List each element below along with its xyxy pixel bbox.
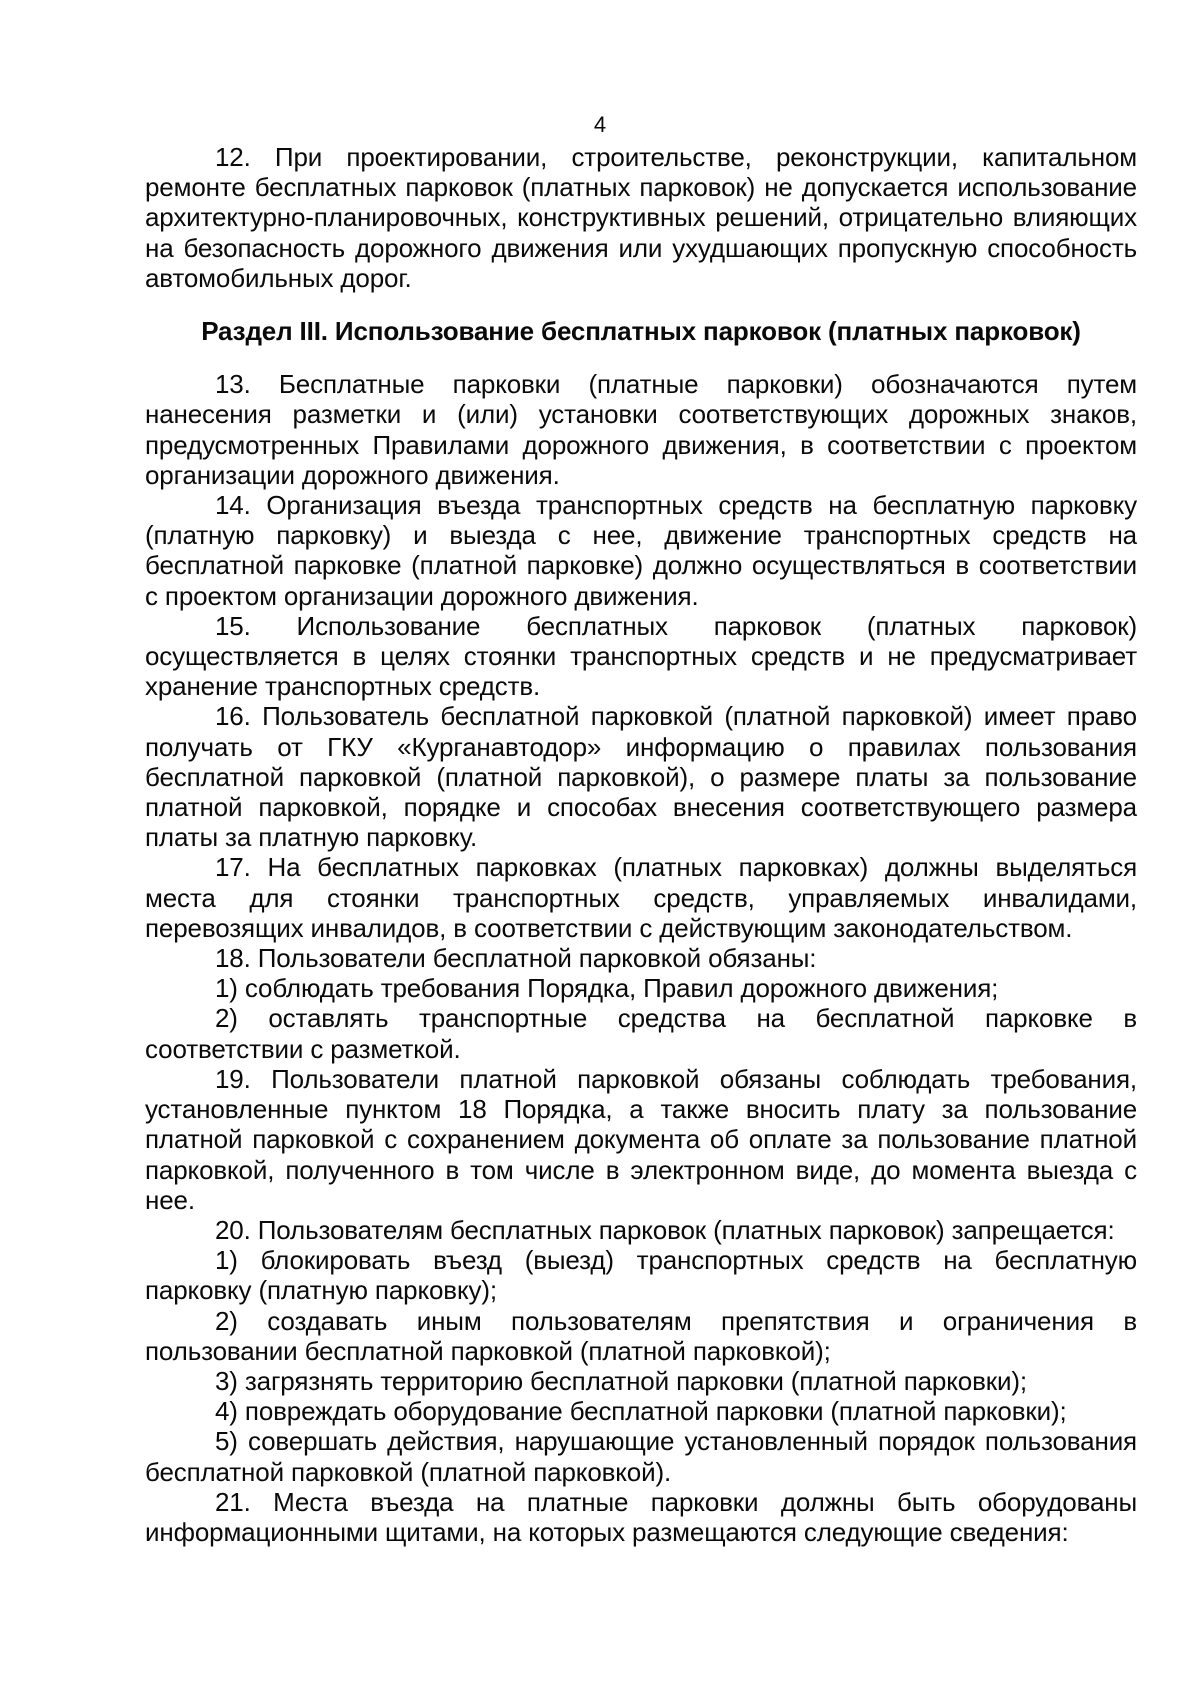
paragraph-13: 13. Бесплатные парковки (платные парковки) обозначаются путем нанесения разметки и (или) установки соответствующих дорожных знаков, предусмотренных Правилами дорожного движения, в соответствии с проектом организации дорожного движения.	[145, 369, 1137, 490]
document-body	[145, 142, 1137, 1547]
paragraph-17: 17. На бесплатных парковках (платных парковках) должны выделяться места для стоянки транспортных средств, управляемых инвалидами, перевозящих инвалидов, в соответствии с действующим законодательством.	[145, 852, 1137, 943]
page-number: 4	[593, 112, 607, 137]
paragraph-20: 20. Пользователям бесплатных парковок (платных парковок) запрещается:	[215, 1214, 1115, 1245]
paragraph-16: 16. Пользователь бесплатной парковкой (платной парковкой) имеет право получать от ГКУ «Курганавтодор» информацию о правилах пользования бесплатной парковкой (платной парковкой), о размере платы за пользование платной парковкой, порядке и способах внесения соответствующего размера платы за платную парковку.	[145, 701, 1137, 853]
paragraph-20-item-4: 4) повреждать оборудование бесплатной парковки (платной парковки);	[215, 1396, 1067, 1427]
paragraph-20-item-3: 3) загрязнять территорию бесплатной парковки (платной парковки);	[215, 1365, 1027, 1396]
paragraph-18-item-1: 1) соблюдать требования Порядка, Правил дорожного движения;	[215, 973, 999, 1004]
section-heading: Раздел III. Использование бесплатных парковок (платных парковок)	[201, 316, 1081, 347]
paragraph-20-item-1: 1) блокировать въезд (выезд) транспортных средств на бесплатную парковку (платную парковку);	[145, 1245, 1137, 1306]
paragraph-20-item-2: 2) создавать иным пользователям препятствия и ограничения в пользовании бесплатной парковкой (платной парковкой);	[145, 1305, 1137, 1366]
paragraph-12: 12. При проектировании, строительстве, реконструкции, капитальном ремонте бесплатных парковок (платных парковок) не допускается использование архитектурно-планировочных, конструктивных решений, отрицательно влияющих на безопасность дорожного движения или ухудшающих пропускную способность автомобильных дорог.	[145, 142, 1137, 293]
paragraph-19: 19. Пользователи платной парковкой обязаны соблюдать требования, установленные пунктом 18 Порядка, а также вносить плату за пользование платной парковкой с сохранением документа об оплате за пользование платной парковкой, полученного в том числе в электронном виде, до момента выезда с нее.	[145, 1063, 1137, 1215]
paragraph-14: 14. Организация въезда транспортных средств на бесплатную парковку (платную парковку) и выезда с нее, движение транспортных средств на бесплатной парковке (платной парковке) должно осуществляться в соответствии с проектом организации дорожного движения.	[145, 490, 1137, 611]
paragraph-18-item-2: 2) оставлять транспортные средства на бесплатной парковке в соответствии с разметкой.	[145, 1003, 1137, 1064]
paragraph-18: 18. Пользователи бесплатной парковкой обязаны:	[215, 943, 817, 974]
paragraph-21: 21. Места въезда на платные парковки должны быть оборудованы информационными щитами, на которых размещаются следующие сведения:	[145, 1486, 1137, 1547]
paragraph-20-item-5: 5) совершать действия, нарушающие установленный порядок пользования бесплатной парковкой (платной парковкой).	[145, 1426, 1137, 1487]
paragraph-15: 15. Использование бесплатных парковок (платных парковок) осуществляется в целях стоянки транспортных средств и не предусматривает хранение транспортных средств.	[145, 610, 1137, 702]
